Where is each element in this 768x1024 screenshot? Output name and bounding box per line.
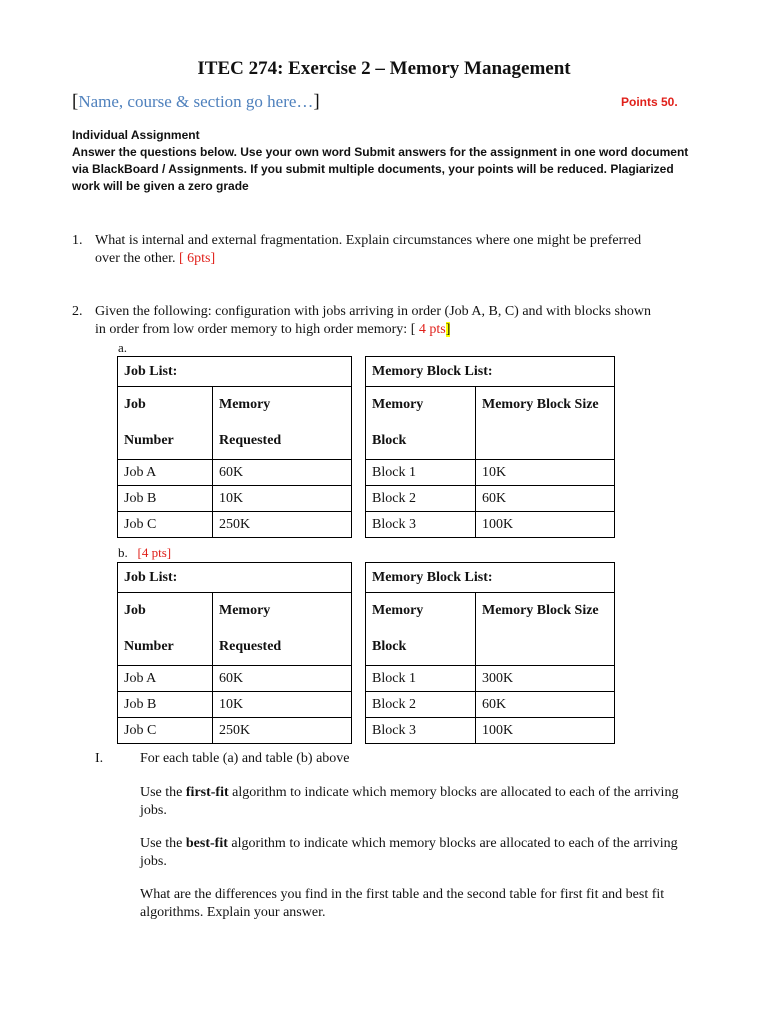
memory-requested-col-header: Memory Requested — [213, 387, 352, 460]
name-placeholder-line — [72, 91, 320, 113]
table-row: Block 1 10K — [366, 460, 615, 486]
first-fit-term: first-fit — [185, 785, 229, 800]
table-row: Job A 60K — [118, 460, 352, 486]
name-bracket-close: ] — [313, 91, 320, 112]
memory-requested-col-header: Memory Requested — [213, 593, 352, 666]
name-placeholder: Name, course & section go here… — [78, 92, 314, 111]
page-title: ITEC 274: Exercise 2 – Memory Management — [197, 58, 571, 79]
job-list-table-a — [117, 356, 352, 538]
points-label: Points 50. — [621, 95, 678, 109]
job-list-header: Job List: — [118, 357, 352, 387]
best-fit-instruction: Use the best-fit algorithm to indicate which memory blocks are allocated to each of the arriving jobs. — [140, 836, 678, 869]
name-bracket-open: [ — [72, 91, 79, 112]
memory-block-size-col-header: Memory Block Size — [476, 593, 615, 666]
part-1-number: I. — [95, 751, 104, 766]
question-2-line-1: Given the following: configuration with jobs arriving in order (Job A, B, C) and with blocks shown — [95, 304, 652, 319]
instructions-line-1: Answer the questions below. Use your own word Submit answers for the assignment in one word document — [72, 145, 689, 159]
table-row: Job A 60K — [118, 666, 352, 692]
question-1-number: 1. — [72, 233, 83, 248]
memory-block-list-header: Memory Block List: — [366, 357, 615, 387]
memory-block-col-header: Memory Block — [366, 593, 476, 666]
table-set-a-label: a. — [118, 340, 128, 355]
memory-block-col-header: Memory Block — [366, 387, 476, 460]
question-2-text-end: in order from low order memory to high order memory: [ — [95, 322, 419, 337]
job-number-col-header: Job Number — [118, 387, 213, 460]
assignment-type-heading: Individual Assignment — [72, 128, 200, 142]
memory-block-list-header: Memory Block List: — [366, 563, 615, 593]
question-1-text-end: over the other. — [95, 251, 179, 266]
memory-block-table-b — [365, 562, 615, 744]
question-2-line-2 — [95, 322, 450, 338]
table-row: Block 2 60K — [366, 692, 615, 718]
job-list-table-b — [117, 562, 352, 744]
table-set-b-points: [4 pts] — [137, 545, 172, 560]
table-row: Block 1 300K — [366, 666, 615, 692]
differences-question: What are the differences you find in the first table and the second table for first fit and best fit algorithms. Explain your answer. — [140, 887, 665, 920]
table-row: Block 3 100K — [366, 512, 615, 538]
table-row: Job B 10K — [118, 486, 352, 512]
table-row: Job C 250K — [118, 718, 352, 744]
instructions-line-3: work will be given a zero grade — [72, 179, 249, 193]
table-row: Block 3 100K — [366, 718, 615, 744]
question-2-number: 2. — [72, 304, 83, 319]
job-list-header: Job List: — [118, 563, 352, 593]
table-row: Job B 10K — [118, 692, 352, 718]
best-fit-term: best-fit — [185, 836, 228, 851]
job-number-col-header: Job Number — [118, 593, 213, 666]
question-1-points: [ 6pts] — [178, 251, 216, 266]
question-1-line-2 — [95, 251, 215, 267]
question-2-points: 4 pts — [418, 322, 446, 337]
instructions-line-2: via BlackBoard / Assignments. If you submit multiple documents, your points will be reduced. Plagiarized — [72, 162, 674, 176]
question-1-line-1: What is internal and external fragmentation. Explain circumstances where one might be preferred — [95, 233, 642, 248]
table-row: Job C 250K — [118, 512, 352, 538]
table-set-b-label: b. [4 pts] — [118, 545, 172, 560]
memory-block-size-col-header: Memory Block Size — [476, 387, 615, 460]
part-1-intro: For each table (a) and table (b) above — [140, 751, 350, 766]
question-2-points-bracket: ] — [445, 322, 451, 337]
first-fit-instruction: Use the first-fit algorithm to indicate which memory blocks are allocated to each of the arriving jobs. — [140, 785, 679, 818]
memory-block-table-a — [365, 356, 615, 538]
table-row: Block 2 60K — [366, 486, 615, 512]
